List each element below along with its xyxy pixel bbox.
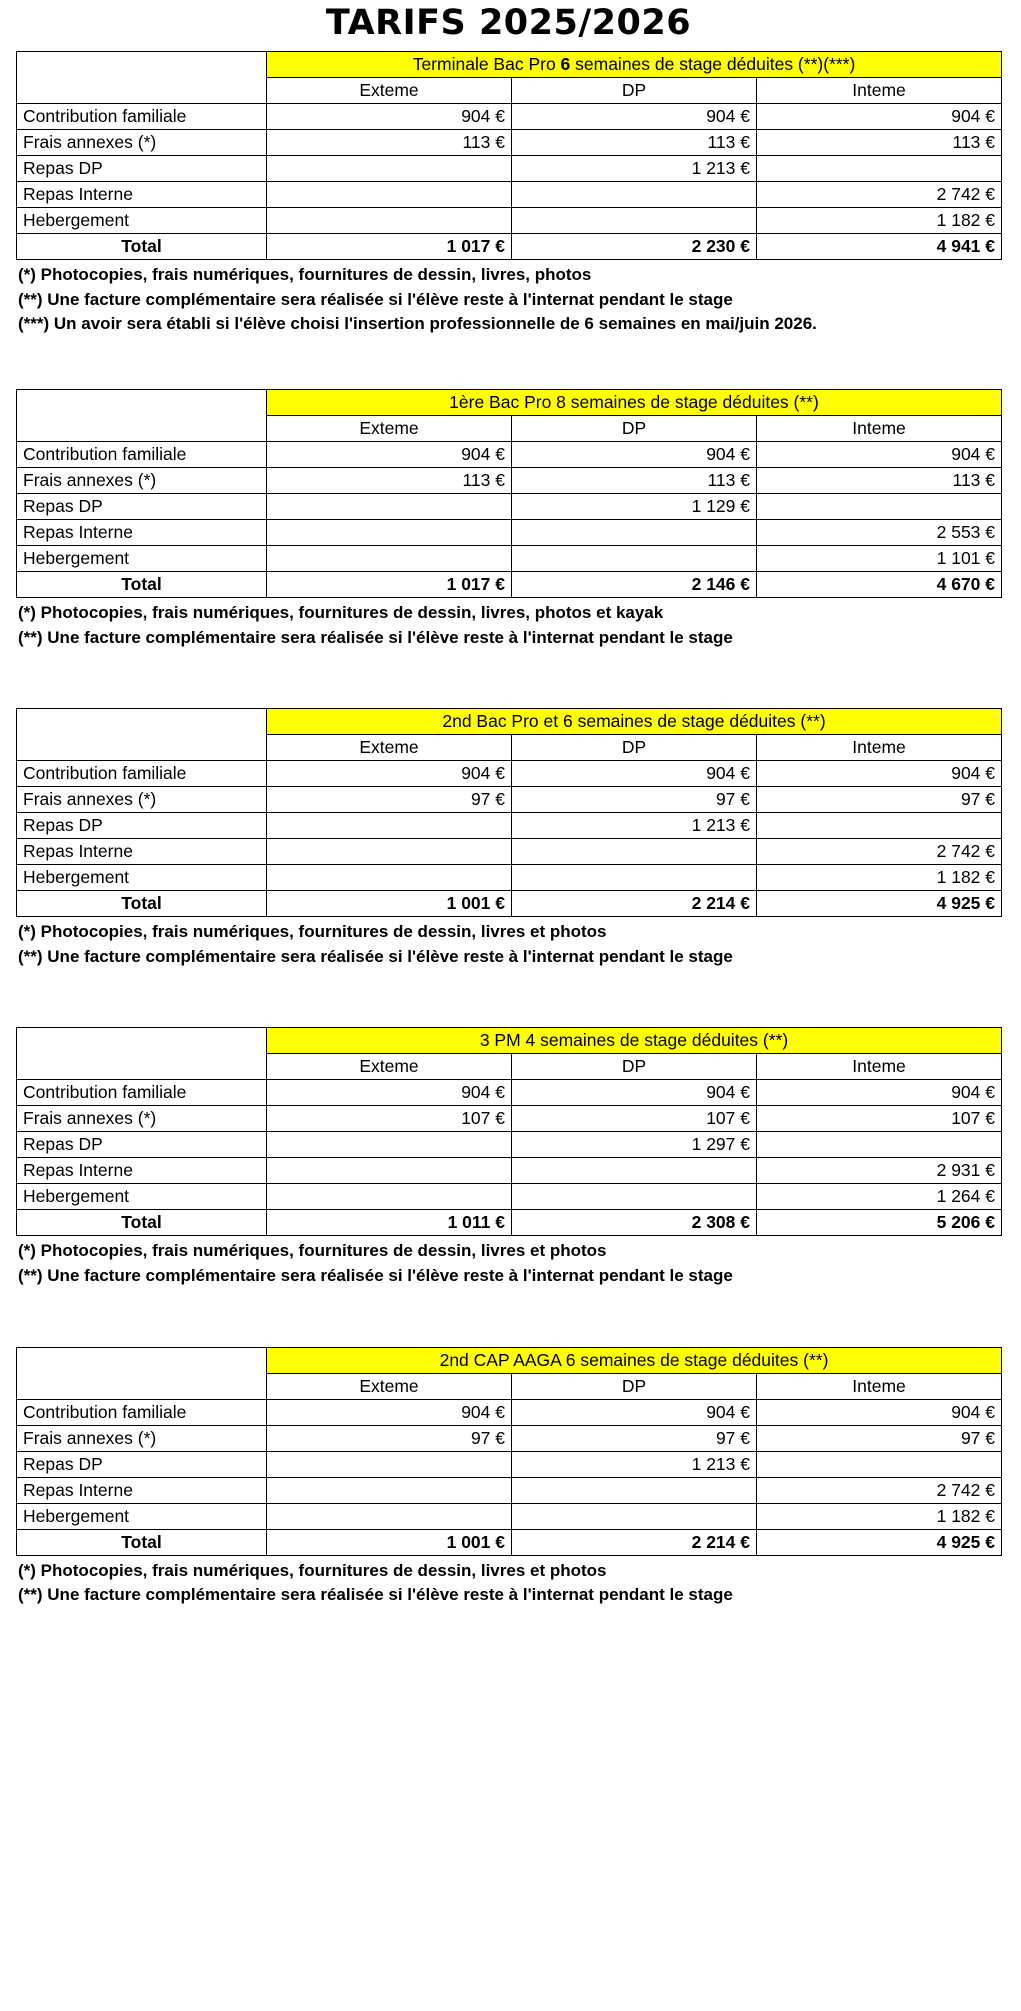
row-label: Repas Interne	[17, 519, 267, 545]
column-header-inteme: Inteme	[757, 78, 1002, 104]
cell-value: 904 €	[512, 1080, 757, 1106]
total-value: 1 017 €	[267, 234, 512, 260]
footnote: (**) Une facture complémentaire sera réalisée si l'élève reste à l'internat pendant le stage	[18, 946, 733, 966]
table-total-row	[17, 571, 1002, 597]
cell-value: 1 129 €	[512, 493, 757, 519]
total-label: Total	[17, 891, 267, 917]
cell-value: 904 €	[757, 441, 1002, 467]
table-row	[17, 467, 1002, 493]
cell-value: 904 €	[512, 761, 757, 787]
cell-value: 113 €	[512, 467, 757, 493]
block-spacer	[16, 1289, 1005, 1347]
cell-value: 113 €	[757, 467, 1002, 493]
row-label: Frais annexes (*)	[17, 130, 267, 156]
table-row	[17, 1184, 1002, 1210]
table-row	[17, 761, 1002, 787]
table-title-banner: 1ère Bac Pro 8 semaines de stage déduites (**)	[267, 389, 1002, 415]
table-notes	[18, 601, 1005, 650]
row-label: Repas Interne	[17, 839, 267, 865]
cell-value	[267, 493, 512, 519]
tarif-table-1ere-bac-pro	[16, 389, 1002, 598]
total-value: 1 017 €	[267, 571, 512, 597]
row-label: Repas DP	[17, 1451, 267, 1477]
row-label: Frais annexes (*)	[17, 467, 267, 493]
tarif-block-terminale-bac-pro	[16, 51, 1005, 389]
cell-value	[512, 1477, 757, 1503]
total-value: 2 230 €	[512, 234, 757, 260]
cell-value: 97 €	[267, 787, 512, 813]
column-header-exteme: Exteme	[267, 415, 512, 441]
total-value: 4 941 €	[757, 234, 1002, 260]
cell-value: 904 €	[757, 761, 1002, 787]
page-title: TARIFS 2025/2026	[325, 3, 692, 43]
table-title-highlight: 6	[560, 54, 571, 74]
total-label: Total	[17, 234, 267, 260]
cell-value: 97 €	[512, 787, 757, 813]
cell-value	[267, 865, 512, 891]
total-value: 4 670 €	[757, 571, 1002, 597]
column-header-exteme: Exteme	[267, 735, 512, 761]
table-row	[17, 813, 1002, 839]
table-notes	[18, 263, 1005, 337]
cell-value	[267, 182, 512, 208]
row-label: Hebergement	[17, 208, 267, 234]
column-header-inteme: Inteme	[757, 735, 1002, 761]
footnote: (*) Photocopies, frais numériques, fournitures de dessin, livres et photos	[18, 1241, 607, 1261]
cell-value: 107 €	[757, 1106, 1002, 1132]
cell-value: 97 €	[267, 1425, 512, 1451]
cell-value: 904 €	[512, 441, 757, 467]
cell-value	[512, 1184, 757, 1210]
cell-value	[267, 1184, 512, 1210]
row-label: Contribution familiale	[17, 441, 267, 467]
cell-value: 1 182 €	[757, 208, 1002, 234]
cell-value: 2 931 €	[757, 1158, 1002, 1184]
table-title-banner: 2nd Bac Pro et 6 semaines de stage déduites (**)	[267, 709, 1002, 735]
column-header-exteme: Exteme	[267, 78, 512, 104]
table-total-row	[17, 1210, 1002, 1236]
cell-value	[757, 1132, 1002, 1158]
cell-value: 904 €	[757, 104, 1002, 130]
cell-value	[267, 1477, 512, 1503]
tarif-tables-container	[16, 51, 1005, 1608]
tarif-block-1ere-bac-pro	[16, 389, 1005, 708]
table-row	[17, 1503, 1002, 1529]
total-value: 5 206 €	[757, 1210, 1002, 1236]
table-row	[17, 130, 1002, 156]
cell-value	[757, 1451, 1002, 1477]
cell-value	[512, 182, 757, 208]
table-row	[17, 839, 1002, 865]
footnote: (*) Photocopies, frais numériques, fournitures de dessin, livres et photos	[18, 922, 607, 942]
total-value: 4 925 €	[757, 1529, 1002, 1555]
table-row	[17, 156, 1002, 182]
row-label: Hebergement	[17, 865, 267, 891]
cell-value	[512, 545, 757, 571]
block-spacer	[16, 969, 1005, 1027]
cell-value: 904 €	[512, 1399, 757, 1425]
cell-value	[512, 1503, 757, 1529]
column-header-dp: DP	[512, 735, 757, 761]
tarif-block-2nd-bac-pro	[16, 708, 1005, 1027]
total-value: 2 146 €	[512, 571, 757, 597]
table-corner-cell	[17, 1347, 267, 1399]
table-header-row	[17, 389, 1002, 415]
column-header-dp: DP	[512, 78, 757, 104]
total-label: Total	[17, 571, 267, 597]
cell-value: 97 €	[757, 1425, 1002, 1451]
column-header-inteme: Inteme	[757, 1054, 1002, 1080]
table-header-row	[17, 1347, 1002, 1373]
cell-value: 904 €	[757, 1399, 1002, 1425]
row-label: Contribution familiale	[17, 104, 267, 130]
table-row	[17, 545, 1002, 571]
row-label: Hebergement	[17, 545, 267, 571]
table-row	[17, 1106, 1002, 1132]
table-header-row	[17, 709, 1002, 735]
table-corner-cell	[17, 709, 267, 761]
table-notes	[18, 1559, 1005, 1608]
cell-value	[512, 1158, 757, 1184]
row-label: Repas Interne	[17, 182, 267, 208]
table-row	[17, 104, 1002, 130]
cell-value	[757, 813, 1002, 839]
cell-value: 107 €	[512, 1106, 757, 1132]
cell-value: 904 €	[267, 1399, 512, 1425]
cell-value	[267, 813, 512, 839]
cell-value: 113 €	[267, 467, 512, 493]
tarif-table-terminale-bac-pro	[16, 51, 1002, 260]
table-row	[17, 1132, 1002, 1158]
table-row	[17, 1399, 1002, 1425]
table-corner-cell	[17, 389, 267, 441]
table-row	[17, 519, 1002, 545]
column-header-exteme: Exteme	[267, 1054, 512, 1080]
cell-value: 1 213 €	[512, 156, 757, 182]
cell-value: 904 €	[512, 104, 757, 130]
cell-value: 904 €	[267, 1080, 512, 1106]
footnote: (*) Photocopies, frais numériques, fournitures de dessin, livres et photos	[18, 1560, 607, 1580]
row-label: Frais annexes (*)	[17, 787, 267, 813]
total-value: 1 001 €	[267, 891, 512, 917]
table-row	[17, 493, 1002, 519]
column-header-dp: DP	[512, 1054, 757, 1080]
cell-value: 1 182 €	[757, 865, 1002, 891]
row-label: Repas DP	[17, 813, 267, 839]
table-row	[17, 1158, 1002, 1184]
row-label: Repas Interne	[17, 1477, 267, 1503]
table-row	[17, 1451, 1002, 1477]
table-corner-cell	[17, 1028, 267, 1080]
cell-value: 1 182 €	[757, 1503, 1002, 1529]
footnote: (**) Une facture complémentaire sera réalisée si l'élève reste à l'internat pendant le stage	[18, 1266, 733, 1286]
cell-value	[757, 493, 1002, 519]
cell-value	[267, 1451, 512, 1477]
cell-value: 107 €	[267, 1106, 512, 1132]
cell-value	[512, 839, 757, 865]
total-value: 2 214 €	[512, 891, 757, 917]
table-total-row	[17, 1529, 1002, 1555]
row-label: Repas DP	[17, 156, 267, 182]
table-row	[17, 182, 1002, 208]
total-value: 2 214 €	[512, 1529, 757, 1555]
cell-value: 1 264 €	[757, 1184, 1002, 1210]
row-label: Contribution familiale	[17, 1399, 267, 1425]
table-title-banner: 2nd CAP AAGA 6 semaines de stage déduites (**)	[267, 1347, 1002, 1373]
table-row	[17, 865, 1002, 891]
row-label: Repas Interne	[17, 1158, 267, 1184]
footnote: (*) Photocopies, frais numériques, fournitures de dessin, livres, photos	[18, 265, 592, 284]
cell-value: 1 213 €	[512, 1451, 757, 1477]
cell-value	[267, 519, 512, 545]
tarif-block-3-pm	[16, 1027, 1005, 1346]
row-label: Repas DP	[17, 493, 267, 519]
cell-value: 1 213 €	[512, 813, 757, 839]
cell-value: 2 742 €	[757, 182, 1002, 208]
cell-value: 113 €	[757, 130, 1002, 156]
table-row	[17, 1425, 1002, 1451]
total-value: 1 001 €	[267, 1529, 512, 1555]
cell-value	[512, 519, 757, 545]
tarif-table-2nd-cap-aaga	[16, 1347, 1002, 1556]
tarif-table-2nd-bac-pro	[16, 708, 1002, 917]
block-spacer	[16, 337, 1005, 389]
footnote: (**) Une facture complémentaire sera réalisée si l'élève reste à l'internat pendant le stage	[18, 1585, 733, 1605]
row-label: Frais annexes (*)	[17, 1106, 267, 1132]
row-label: Contribution familiale	[17, 761, 267, 787]
column-header-inteme: Inteme	[757, 1373, 1002, 1399]
cell-value: 904 €	[757, 1080, 1002, 1106]
column-header-dp: DP	[512, 1373, 757, 1399]
total-value: 4 925 €	[757, 891, 1002, 917]
cell-value: 1 101 €	[757, 545, 1002, 571]
cell-value	[267, 839, 512, 865]
table-notes	[18, 920, 1005, 969]
cell-value	[267, 1503, 512, 1529]
cell-value: 113 €	[267, 130, 512, 156]
total-value: 1 011 €	[267, 1210, 512, 1236]
table-title-banner: Terminale Bac Pro 6 semaines de stage déduites (**)(***)	[267, 52, 1002, 78]
footnote: (**) Une facture complémentaire sera réalisée si l'élève reste à l'internat pendant le stage	[18, 627, 733, 647]
table-total-row	[17, 891, 1002, 917]
table-row	[17, 208, 1002, 234]
cell-value	[512, 865, 757, 891]
table-row	[17, 1080, 1002, 1106]
table-notes	[18, 1239, 1005, 1288]
footnote: (***) Un avoir sera établi si l'élève choisi l'insertion professionnelle de 6 semaines en mai/juin 2026.	[18, 314, 817, 334]
tarif-block-2nd-cap-aaga	[16, 1347, 1005, 1608]
footnote: (*) Photocopies, frais numériques, fournitures de dessin, livres, photos et kayak	[18, 602, 664, 622]
table-row	[17, 441, 1002, 467]
row-label: Frais annexes (*)	[17, 1425, 267, 1451]
cell-value: 1 297 €	[512, 1132, 757, 1158]
cell-value: 113 €	[512, 130, 757, 156]
column-header-dp: DP	[512, 415, 757, 441]
table-total-row	[17, 234, 1002, 260]
cell-value: 904 €	[267, 761, 512, 787]
table-header-row	[17, 52, 1002, 78]
table-corner-cell	[17, 52, 267, 104]
row-label: Repas DP	[17, 1132, 267, 1158]
row-label: Hebergement	[17, 1503, 267, 1529]
cell-value	[757, 156, 1002, 182]
cell-value	[267, 208, 512, 234]
cell-value	[267, 545, 512, 571]
cell-value: 904 €	[267, 104, 512, 130]
total-value: 2 308 €	[512, 1210, 757, 1236]
table-row	[17, 1477, 1002, 1503]
cell-value: 2 553 €	[757, 519, 1002, 545]
table-header-row	[17, 1028, 1002, 1054]
block-spacer	[16, 650, 1005, 708]
cell-value: 97 €	[512, 1425, 757, 1451]
table-row	[17, 787, 1002, 813]
cell-value	[267, 156, 512, 182]
row-label: Hebergement	[17, 1184, 267, 1210]
tarif-table-3-pm	[16, 1027, 1002, 1236]
footnote: (**) Une facture complémentaire sera réalisée si l'élève reste à l'internat pendant le stage	[18, 289, 733, 309]
cell-value	[512, 208, 757, 234]
cell-value: 904 €	[267, 441, 512, 467]
cell-value	[267, 1158, 512, 1184]
column-header-exteme: Exteme	[267, 1373, 512, 1399]
cell-value: 97 €	[757, 787, 1002, 813]
cell-value: 2 742 €	[757, 1477, 1002, 1503]
column-header-inteme: Inteme	[757, 415, 1002, 441]
row-label: Contribution familiale	[17, 1080, 267, 1106]
total-label: Total	[17, 1210, 267, 1236]
table-title-banner: 3 PM 4 semaines de stage déduites (**)	[267, 1028, 1002, 1054]
cell-value	[267, 1132, 512, 1158]
cell-value: 2 742 €	[757, 839, 1002, 865]
total-label: Total	[17, 1529, 267, 1555]
